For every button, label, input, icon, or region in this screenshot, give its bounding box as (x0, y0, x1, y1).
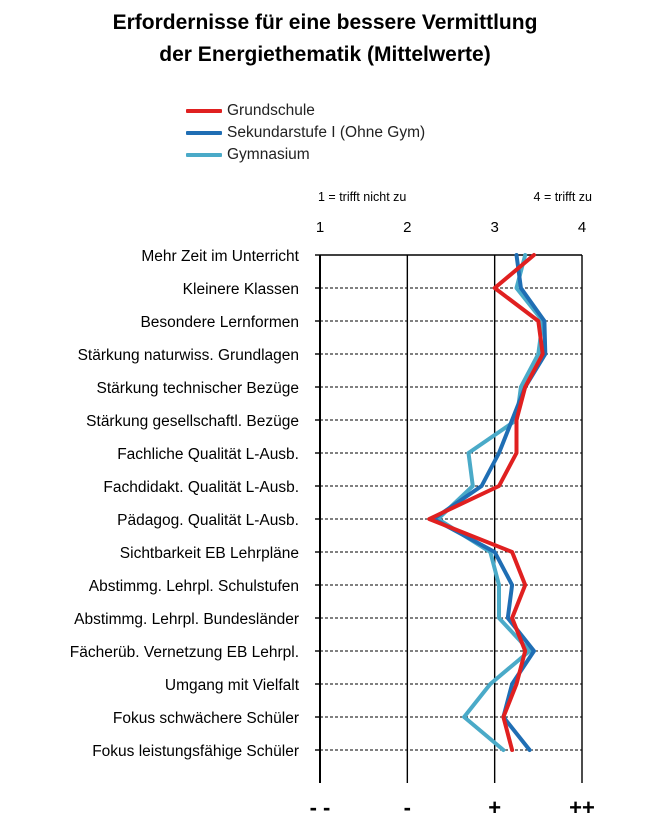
category-label: Pädagog. Qualität L-Ausb. (117, 512, 299, 529)
scale-left-note: 1 = trifft nicht zu (318, 190, 407, 204)
category-label: Mehr Zeit im Unterricht (141, 248, 299, 265)
x-tick-labels (316, 219, 586, 236)
series-lines (429, 255, 545, 750)
category-label: Abstimmg. Lehrpl. Bundesländer (74, 611, 299, 628)
category-label: Fokus schwächere Schüler (112, 710, 299, 727)
category-label: Fachliche Qualität L-Ausb. (117, 446, 299, 463)
chart-title-line-1: Erfordernisse für eine bessere Vermittlung (112, 11, 538, 34)
x-symbol-label: + (488, 795, 502, 820)
legend-label-sekundarstufe: Sekundarstufe I (Ohne Gym) (227, 124, 426, 141)
category-label: Stärkung gesellschaftl. Bezüge (86, 413, 299, 430)
category-labels (70, 248, 300, 760)
x-symbol-label: ++ (569, 795, 595, 820)
x-tick-label: 2 (403, 219, 412, 236)
x-tick-label: 3 (490, 219, 499, 236)
category-label: Abstimmg. Lehrpl. Schulstufen (88, 578, 299, 595)
x-tick-label: 4 (577, 219, 587, 236)
scale-right-note: 4 = trifft zu (533, 190, 592, 204)
legend-label-gymnasium: Gymnasium (227, 146, 310, 163)
x-symbol-label: - - (309, 795, 331, 820)
category-label: Sichtbarkeit EB Lehrpläne (119, 545, 299, 562)
category-label: Fächerüb. Vernetzung EB Lehrpl. (69, 644, 299, 661)
series-line (438, 255, 543, 750)
series-line (429, 255, 543, 750)
x-symbol-labels (310, 795, 595, 820)
legend-label-grundschule: Grundschule (227, 102, 315, 119)
category-label: Umgang mit Vielfalt (164, 677, 299, 694)
category-label: Fokus leistungsfähige Schüler (92, 743, 299, 760)
category-label: Fachdidakt. Qualität L-Ausb. (103, 479, 299, 496)
x-tick-label: 1 (315, 219, 325, 236)
category-label: Kleinere Klassen (182, 281, 299, 298)
category-label: Besondere Lernformen (140, 314, 299, 331)
category-label: Stärkung naturwiss. Grundlagen (77, 347, 299, 364)
chart-title-line-2: der Energiethematik (Mittelwerte) (159, 43, 491, 66)
x-symbol-label: - (403, 795, 411, 820)
series-line (434, 255, 546, 750)
category-label: Stärkung technischer Bezüge (96, 380, 299, 397)
